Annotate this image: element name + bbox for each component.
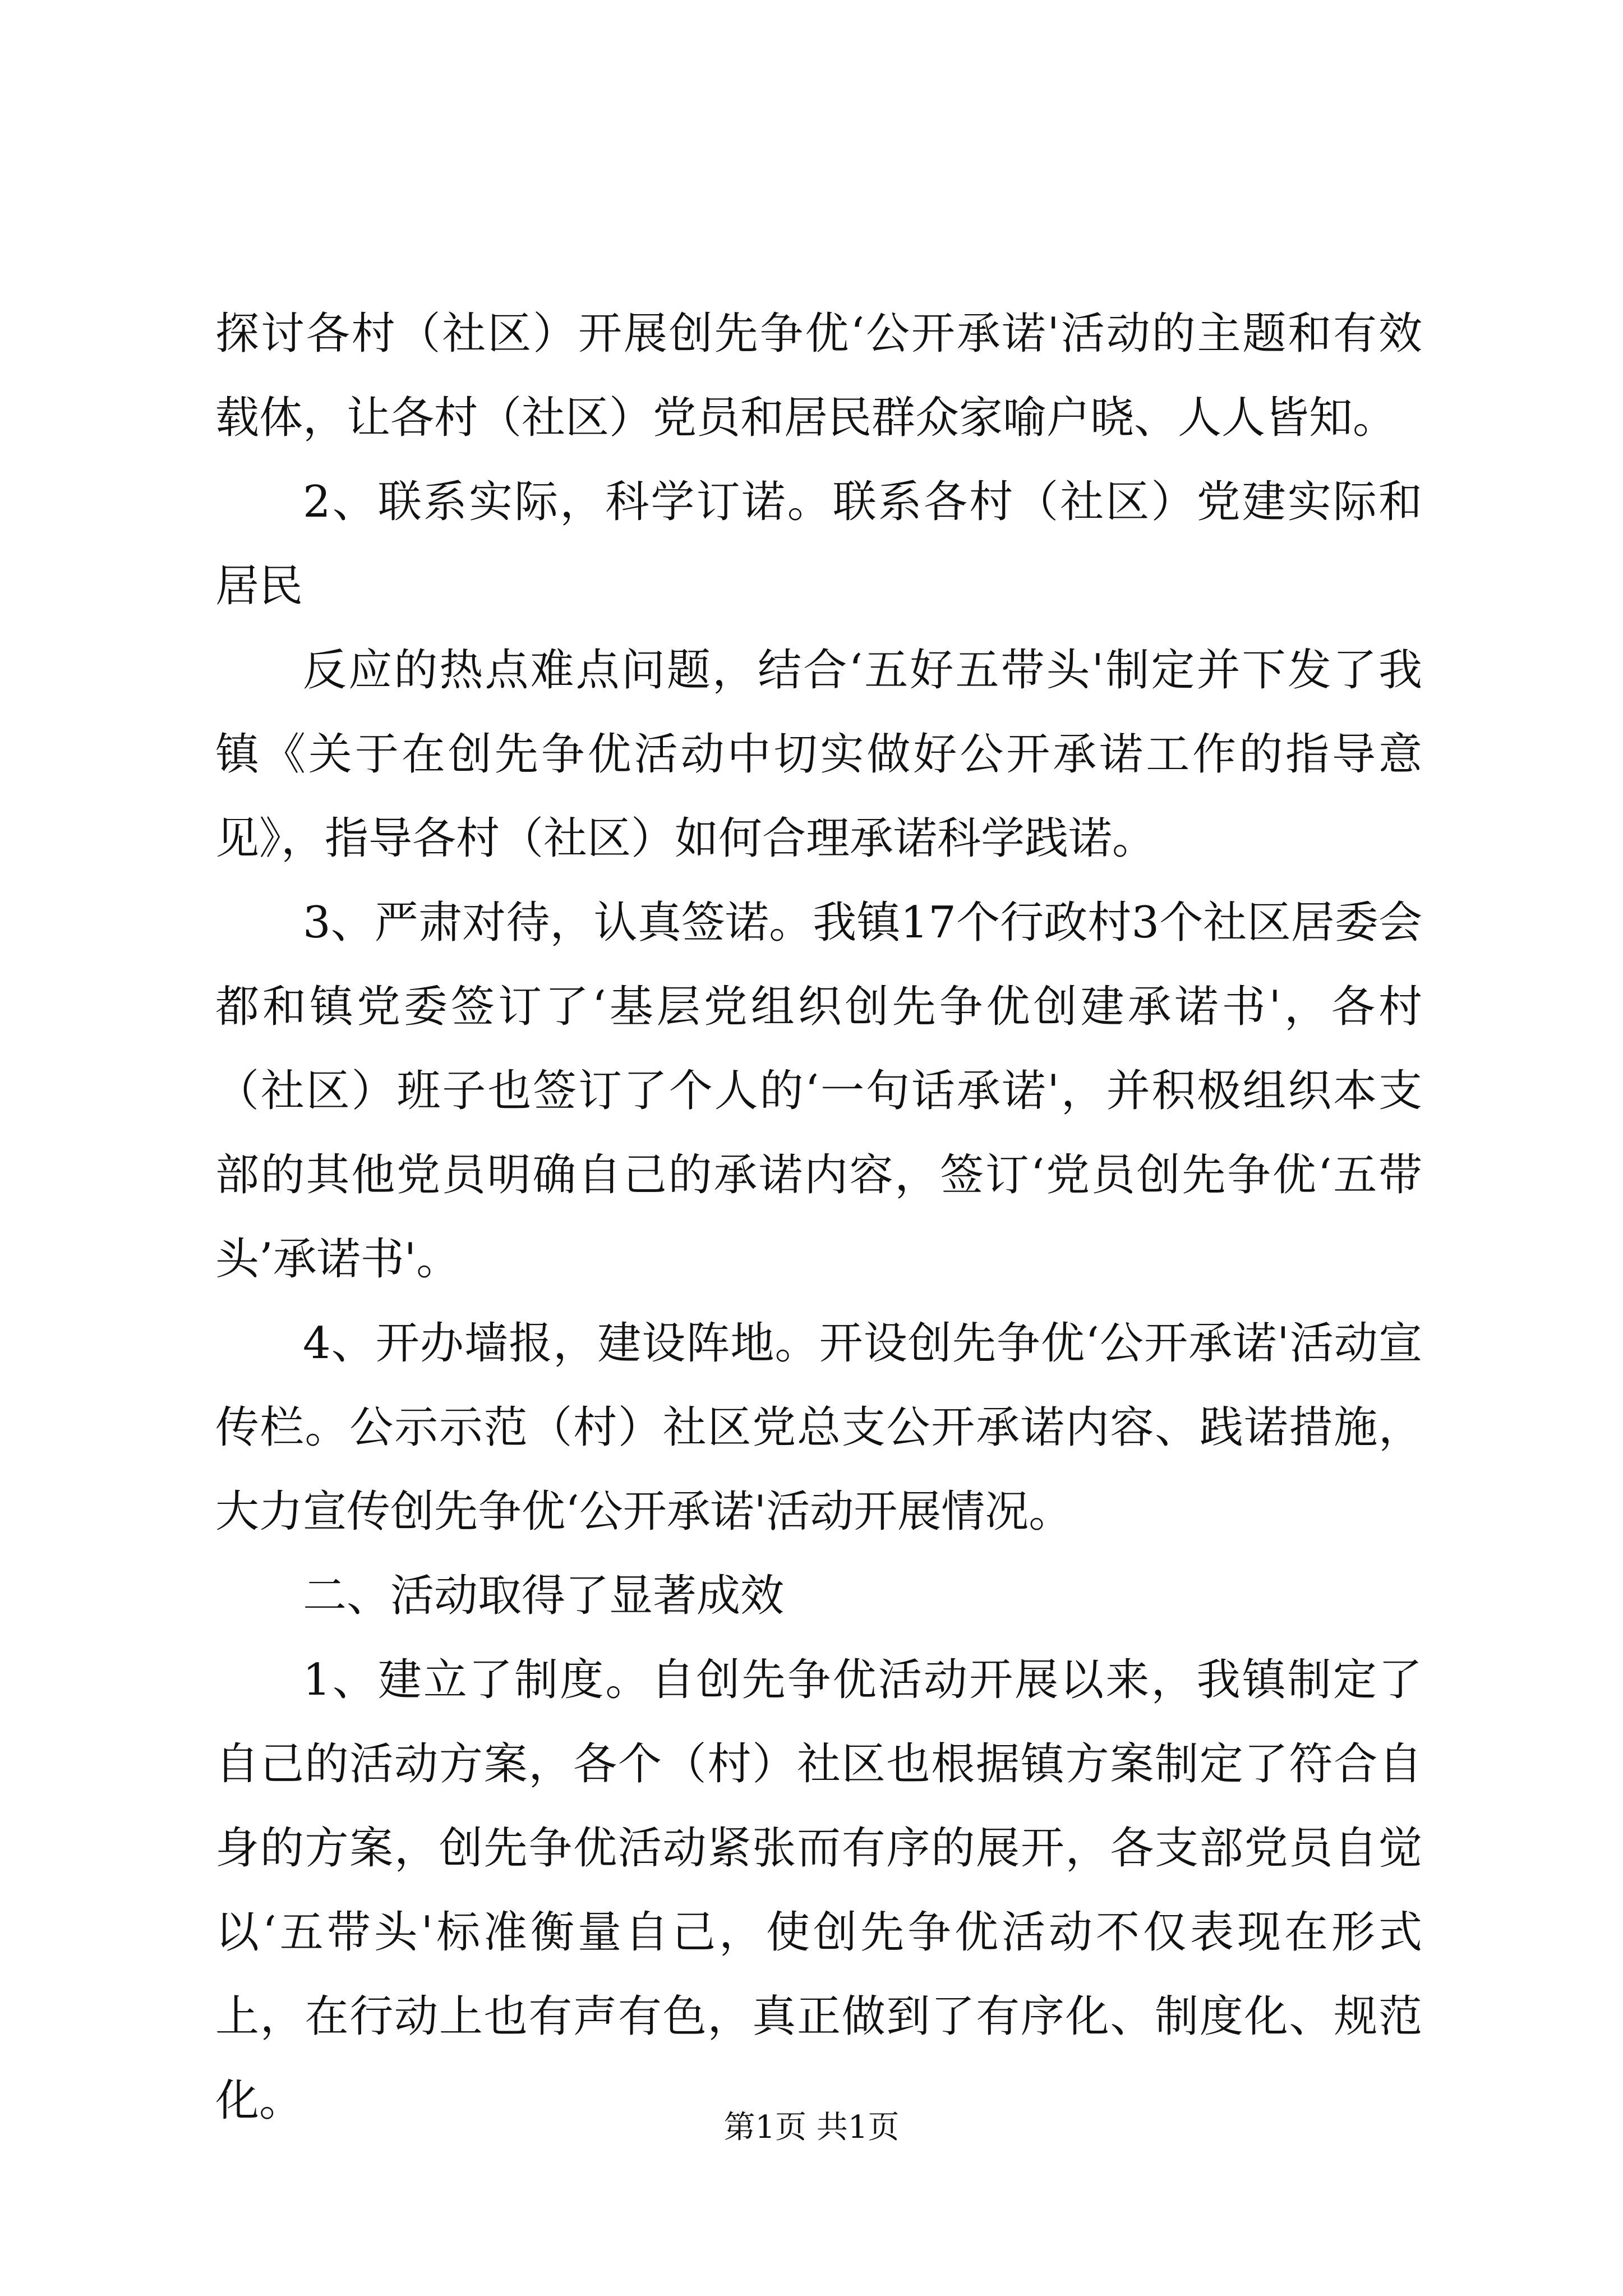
document-body — [215, 292, 1422, 2143]
page-number-footer: 第1页 共1页 — [723, 2109, 900, 2146]
paragraph-5: 4、开办墙报，建设阵地。开设创先争优‘公开承诺'活动宣传栏。公示示范（村）社区党总支公开承诺内容、践诺措施，大力宣传创先争优‘公开承诺'活动开展情况。 — [215, 1318, 1422, 1537]
paragraph-4: 3、严肃对待，认真签诺。我镇17个行政村3个社区居委会都和镇党委签订了‘基层党组织创先争优创建承诺书'，各村（社区）班子也签订了个人的‘一句话承诺'，并积极组织本支部的其他党员明确自己的承诺内容，签订‘党员创先争优‘五带头’承诺书'。 — [215, 898, 1422, 1285]
section-heading: 二、活动取得了显著成效 — [303, 1571, 785, 1621]
paragraph-2: 2、联系实际，科学订诺。联系各村（社区）党建实际和居民 — [215, 477, 1422, 611]
paragraph-3: 反应的热点难点问题，结合‘五好五带头'制定并下发了我镇《关于在创先争优活动中切实做好公开承诺工作的指导意见》，指导各村（社区）如何合理承诺科学践诺。 — [215, 645, 1422, 864]
paragraph-1: 探讨各村（社区）开展创先争优‘公开承诺'活动的主题和有效载体，让各村（社区）党员和居民群众家喻户晓、人人皆知。 — [215, 309, 1422, 443]
paragraph-7: 1、建立了制度。自创先争优活动开展以来，我镇制定了自己的活动方案，各个（村）社区也根据镇方案制定了符合自身的方案，创先争优活动紧张而有序的展开，各支部党员自觉以‘五带头'标准衡量自己，使创先争优活动不仅表现在形式上，在行动上也有声有色，真正做到了有序化、制度化、规范化。 — [215, 1655, 1422, 2126]
